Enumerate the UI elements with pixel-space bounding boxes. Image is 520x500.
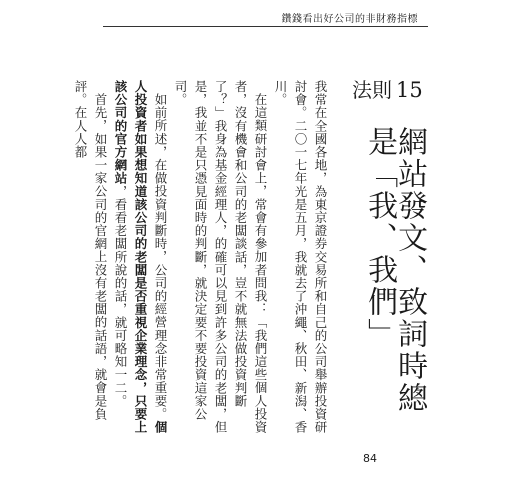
running-header: 鑽錢看出好公司的非財務指標: [281, 14, 418, 25]
law-label-text: 法則: [352, 78, 392, 102]
paragraph-3-intro: 如前所述，在做投資判斷時，公司的經營理念非常重要。: [153, 92, 168, 420]
header-divider: [103, 26, 428, 27]
paragraph-3-end: ，看看老闆所說的話，就可略知一二。: [113, 184, 128, 408]
body-text: [73, 80, 330, 435]
law-label: [352, 80, 423, 101]
paragraph-3: [110, 80, 170, 435]
law-number: 15: [396, 78, 423, 102]
paragraph-4: 首先，如果一家公司的官網上沒有老闆的話語，就會是負評。在人人都: [73, 80, 108, 420]
paragraph-1: 我常在全國各地，為東京證券交易所和自己的公司舉辦投資研討會。二〇一七年光是五月，我就去了沖繩、秋田、新潟、香川。: [273, 80, 328, 434]
paragraph-2: 在這類研討會上，常會有參加者問我：「我們這些個人投資者，沒有機會和公司的老闆談話，豈不就無法做投資判斷了？」我身為基金經理人，的確可以見到許多公司的老闆，但是，我並不是只憑見面時的判斷，就決定要不要投資這家公司。: [173, 80, 268, 434]
chapter-title: 網站發文、致詞時總是「我、我們」: [362, 126, 428, 414]
page-number: 84: [363, 452, 377, 465]
paragraph-3-emphasis: 個人投資者如果想知道該公司的老闆是否重視企業理念，只要上該公司的官方網站: [113, 80, 168, 434]
